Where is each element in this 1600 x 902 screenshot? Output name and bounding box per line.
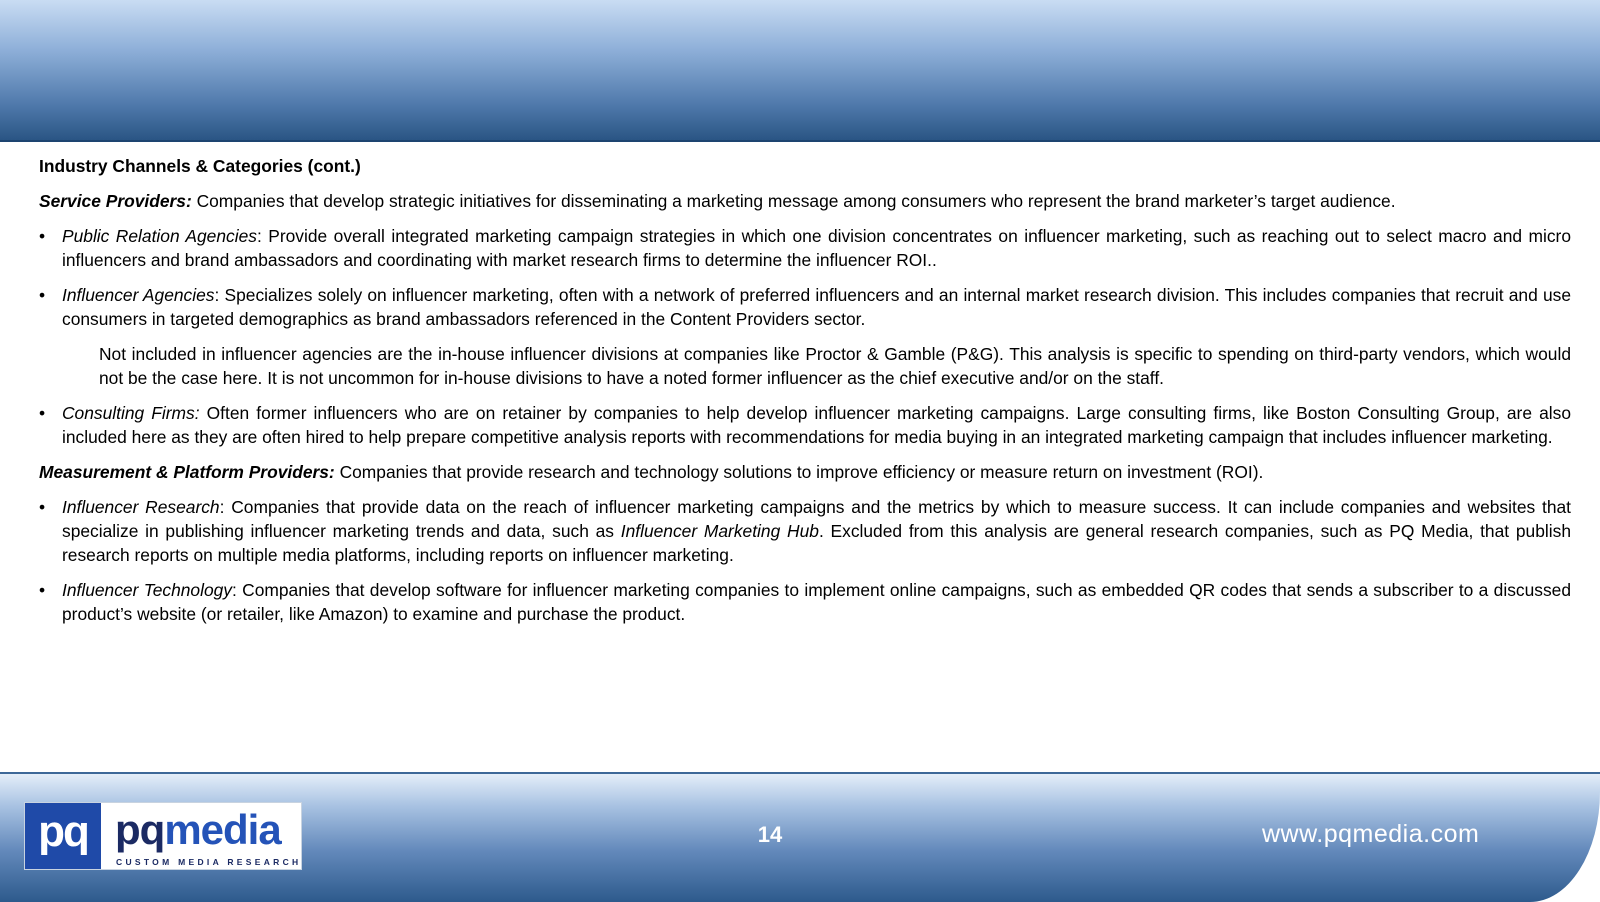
pqmedia-logo	[24, 802, 302, 870]
list-item-text: : Companies that develop software for influencer marketing companies to implement online campaigns, such as embedded QR codes that sends a subscriber to a discussed product’s website (or retailer, like Amazon) to examine and purchase the product.	[62, 580, 1572, 624]
list-item-influencer-research	[39, 495, 1571, 567]
logo-word-pq: pq	[115, 806, 165, 853]
list-item-term: Public Relation Agencies	[62, 226, 257, 246]
service-providers-label: Service Providers:	[39, 191, 192, 211]
service-providers-text: Companies that develop strategic initiatives for disseminating a marketing message among consumers who represent the brand marketer’s target audience.	[191, 191, 1396, 211]
list-item-term: Influencer Technology	[62, 580, 233, 600]
list-item-influencer-agencies	[39, 283, 1571, 331]
list-item-term: Consulting Firms:	[62, 403, 200, 423]
list-item-consulting-firms	[39, 401, 1571, 449]
list-item-term: Influencer Research	[62, 497, 220, 517]
document-body	[39, 154, 1571, 637]
logo-mark: pq	[25, 803, 101, 869]
list-item-term: Influencer Agencies	[62, 285, 215, 305]
bullet-icon: •	[39, 285, 46, 305]
logo-wordmark	[115, 805, 281, 855]
list-item-text: Often former influencers who are on retainer by companies to help develop influencer marketing campaigns. Large consulting firms, like Boston Consulting Group, are also included here as they are often hired to help prepare competitive analysis reports with recommendations for media buying in an integrated marketing campaign that includes influencer marketing.	[62, 403, 1572, 447]
agency-note: Not included in influencer agencies are the in-house influencer divisions at companies like Proctor & Gamble (P&G). This analysis is specific to spending on third-party vendors, which would not be the case here. It is not uncommon for in-house divisions to have a noted former influencer as the chief executive and/or on the staff.	[99, 344, 1571, 388]
bullet-icon: •	[39, 226, 46, 246]
list-item-pr-agencies	[39, 224, 1571, 272]
list-item-text: : Specializes solely on influencer marketing, often with a network of preferred influencers and an internal market research division. This includes companies that recruit and use consumers in targeted demographics as brand ambassadors referenced in the Content Providers sector.	[62, 285, 1571, 329]
list-item-italic-reference: Influencer Marketing Hub	[620, 521, 819, 541]
section-heading: Industry Channels & Categories (cont.)	[39, 156, 361, 176]
header-band	[0, 0, 1600, 142]
logo-tagline: CUSTOM MEDIA RESEARCH	[116, 857, 302, 867]
bullet-icon: •	[39, 497, 46, 517]
bullet-icon: •	[39, 403, 46, 423]
service-providers-paragraph	[39, 189, 1571, 213]
list-item-text-continued: . Excluded from this analysis are general research companies, such as PQ Media, that publish research reports on multiple media platforms, including reports on influencer marketing.	[62, 521, 1571, 565]
measurement-providers-label: Measurement & Platform Providers:	[39, 462, 335, 482]
list-item-text: : Provide overall integrated marketing campaign strategies in which one division concentrates on influencer marketing, such as reaching out to select macro and micro influencers and brand ambassadors and coordinating with market research firms to determine the influencer ROI..	[62, 226, 1571, 270]
list-item-text: : Companies that provide data on the reach of influencer marketing campaigns and the metrics by which to measure success. It can include companies and websites that specialize in publishing influencer marketing trends and data, such as	[62, 497, 1571, 541]
measurement-providers-text: Companies that provide research and technology solutions to improve efficiency or measure return on investment (ROI).	[334, 462, 1264, 482]
measurement-providers-paragraph	[39, 460, 1571, 484]
bullet-icon: •	[39, 580, 46, 600]
logo-word-media: media	[164, 806, 281, 853]
website-url: www.pqmedia.com	[1262, 820, 1480, 848]
page-number: 14	[757, 822, 783, 847]
list-item-influencer-technology	[39, 578, 1571, 626]
